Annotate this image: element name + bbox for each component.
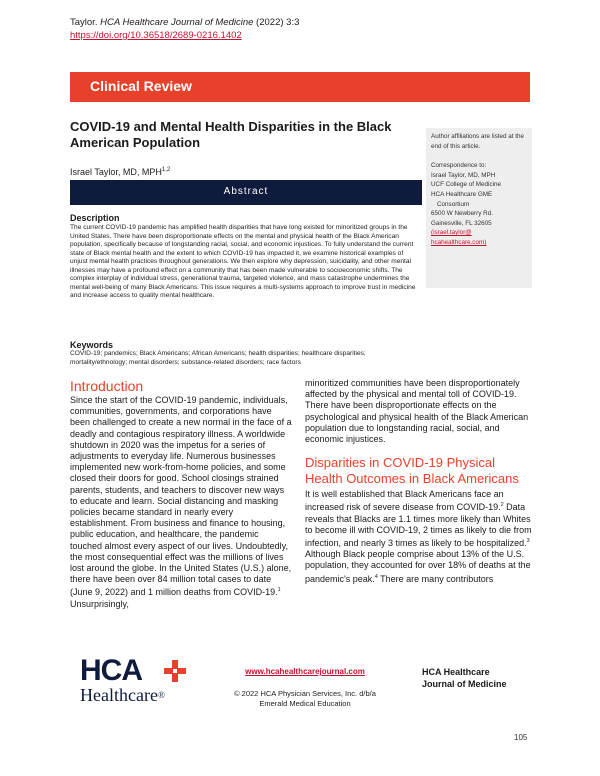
hca-healthcare-logo	[80, 656, 200, 704]
correspondence-org: Consortium	[437, 200, 470, 208]
correspondence-org: UCF College of Medicine	[431, 181, 501, 189]
page-number: 105	[514, 733, 528, 742]
disparities-heading: Disparities in COVID-19 Physical Health Outcomes in Black Americans	[305, 455, 519, 486]
description-text: The current COVID-19 pandemic has amplified health disparities that have long existed for minoritized groups in the United States. There have been disproportionate effects on the mental and physical health of the Black American population, specifically because of longstanding racial, social, and economic injustices. To fully understand the current state of Black mental health and the extent to which COVID-19 has impacted it, we examine historical examples of unjust mental health practices throughout generations. We then explore why depression, suicidality, and other mental illnesses may have a profound effect on a community that has been made vulnerable to socioeconomic shifts. The complex interplay of individual stress, generational trauma, targeted violence, and mass catastrophe undermines the mental well-being of many Black Americans. This issue requires a multi-systems approach to improve trust in medicine and increase access to quality mental healthcare.	[70, 224, 416, 299]
doi-link[interactable]: https://doi.org/10.36518/2689-0216.1402	[70, 30, 242, 41]
correspondence-email[interactable]: hcahealthcare.com)	[431, 238, 487, 246]
article-title: COVID-19 and Mental Health Disparities in the Black American Population	[70, 119, 392, 150]
footer-center	[205, 667, 405, 709]
logo-sub-text: Healthcare®	[80, 685, 165, 705]
affiliations-note: Author affiliations are listed at the end of this article.	[431, 133, 524, 150]
article-type-banner	[70, 72, 530, 102]
disparities-paragraph: It is well established that Black Americans face an increased risk of severe disease from COVID-19.$^2$ Data reveals that Blacks are 1.1 times more likely than Whites to become ill with COVID-19, 2 times as likely to die from infection, and nearly 3 times as likely to be hospitalized.$^3$ Although Black people comprise about 13% of the U.S. population, they accounted for over 18% of deaths at the pandemic's peak.$^4$ There are many contributors	[305, 489, 532, 584]
correspondence-address: 6500 W Newberry Rd.	[431, 210, 493, 218]
citation-line: Taylor. HCA Healthcare Journal of Medicine (2022) 3:3	[70, 17, 300, 28]
journal-name: HCA Healthcare Journal of Medicine	[100, 17, 254, 28]
copyright-line: Emerald Medical Education	[259, 699, 351, 708]
correspondence-sidebar	[426, 128, 532, 288]
correspondence-email[interactable]: (israel.taylor@	[431, 229, 472, 237]
body-column-right	[305, 378, 533, 585]
correspondence-org: HCA Healthcare GME	[431, 190, 493, 198]
citation-header	[70, 16, 299, 42]
cross-icon	[164, 660, 186, 682]
keywords-heading: Keywords	[70, 340, 114, 350]
footer-journal-name: HCA Healthcare Journal of Medicine	[422, 667, 507, 689]
logo-main-text: HCA	[80, 654, 142, 687]
correspondence-label: Correspondence to:	[431, 162, 487, 170]
correspondence-address: Gainesville, FL 32605	[431, 219, 492, 227]
keywords-text: COVID-19; pandemics; Black Americans; African Americans; health disparities; healthcare disparities; mortality/ethnology; mental disorders; substance-related disorders; race factors	[70, 350, 366, 366]
abstract-heading: Abstract	[223, 186, 269, 197]
introduction-paragraph: Since the start of the COVID-19 pandemic, individuals, communities, governments, and corporations have been challenged to create a new normal in the face of a deadly and contagious respiratory illness. A worldwide shutdown in 2020 was the impetus for a series of adjustments to everyday life. Numerous businesses implemented new work-from-home policies, and some closed their doors for good. School closings strained parents, students, and teachers to discover new ways to educate and learn. Social distancing and masking policies became standard in nearly every establishment. From business and finance to housing, public education, and healthcare, the pandemic touched almost every aspect of our lives. Undoubtedly, the most consequential effect was the millions of lives lost around the globe. In the United States (U.S.) alone, there have been over 84 million total cases to date (June 9, 2022) and 1 million deaths from COVID-19.$^1$ Unsurprisingly,	[70, 395, 292, 609]
article-type-label: Clinical Review	[90, 78, 192, 94]
abstract-heading-bar	[70, 180, 422, 205]
author-line: Israel Taylor, MD, MPH$^{1,2}$	[70, 167, 171, 177]
correspondence-name: Israel Taylor, MD, MPH	[431, 171, 496, 179]
introduction-heading: Introduction	[70, 378, 144, 394]
continued-paragraph: minoritized communities have been disproportionately affected by the physical and mental toll of COVID-19. There have been disproportionate effects on the psychological and physical health of the Black American population due to longstanding racial, social, and economic injustices.	[305, 378, 529, 445]
copyright-line: © 2022 HCA Physician Services, Inc. d/b/a	[234, 689, 376, 698]
description-heading: Description	[70, 213, 120, 223]
journal-website-link[interactable]: www.hcahealthcarejournal.com	[245, 667, 365, 676]
body-column-left	[70, 378, 292, 610]
